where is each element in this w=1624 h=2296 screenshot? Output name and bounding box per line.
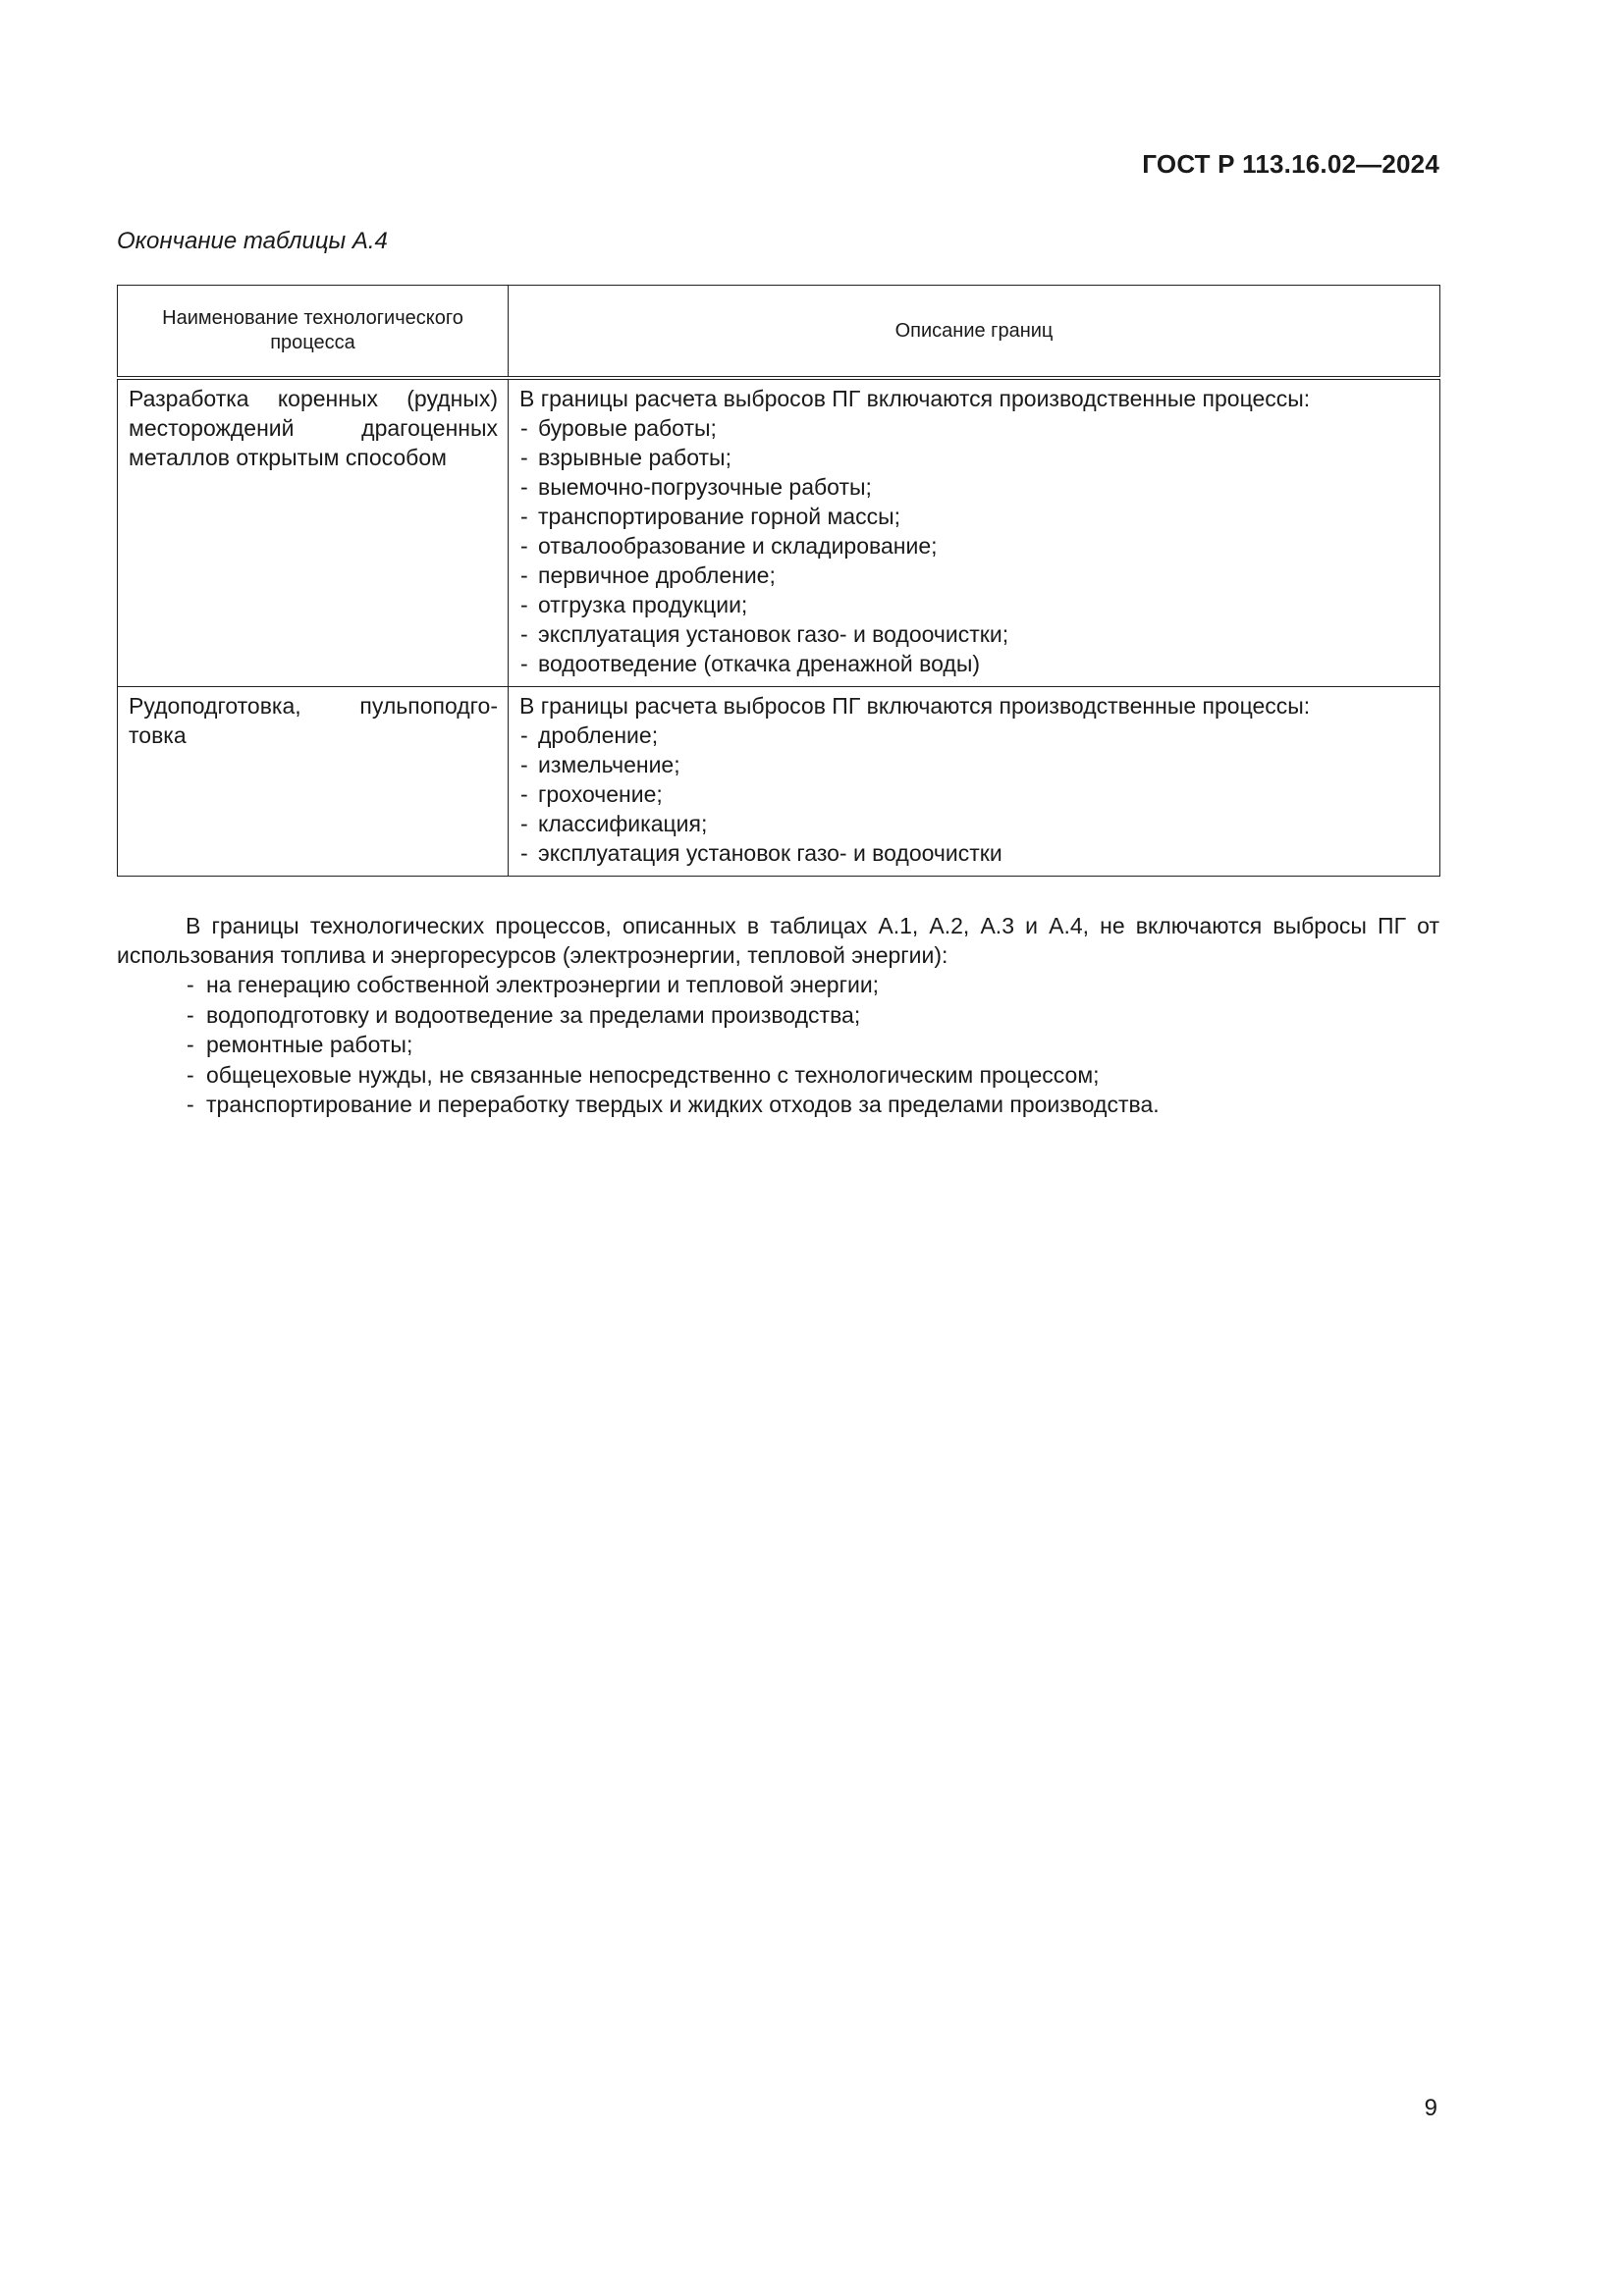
boundary-description-cell xyxy=(509,378,1440,687)
process-list-item: - взрывные работы; xyxy=(519,443,1430,472)
exclusions-list-item: - транспортирование и переработку твердых и жидких отходов за пределами производства. xyxy=(186,1090,1364,1120)
boundary-intro: В границы расчета выбросов ПГ включаются производственные процессы: xyxy=(519,693,1311,719)
column-header-process-name-text: Наименование технологического процесса xyxy=(162,307,463,353)
table-row xyxy=(118,378,1440,687)
exclusions-list-item: - ремонтные работы; xyxy=(186,1030,1364,1060)
table-row xyxy=(118,687,1440,877)
process-list-item: - отвалообразование и складирование; xyxy=(519,531,1430,561)
process-list xyxy=(519,721,1430,868)
exclusions-paragraph: В границы технологических процессов, описанных в таблицах А.1, А.2, А.3 и А.4, не включаются выбросы ПГ от использования топлива и энергоресурсов (электроэнергии, тепловой энергии): xyxy=(117,913,1439,968)
process-name-cell xyxy=(118,687,509,877)
process-name: Разработка коренных (рудных) месторождений драгоценных металлов открытым способом xyxy=(129,386,498,470)
boundary-description-cell xyxy=(509,687,1440,877)
process-list-item: - первичное дробление; xyxy=(519,561,1430,590)
document-code: ГОСТ Р 113.16.02—2024 xyxy=(1142,149,1439,179)
exclusions-list xyxy=(186,970,1364,1120)
process-name-cell xyxy=(118,378,509,687)
process-list-item: - отгрузка продукции; xyxy=(519,590,1430,619)
process-list-item: - эксплуатация установок газо- и водоочистки; xyxy=(519,619,1430,649)
boundary-intro: В границы расчета выбросов ПГ включаются производственные процессы: xyxy=(519,386,1311,411)
exclusions-list-item: - на генерацию собственной электроэнергии и тепловой энергии; xyxy=(186,970,1364,1000)
process-list-item: - водоотведение (откачка дренажной воды) xyxy=(519,649,1430,678)
exclusions-list-item: - водоподготовку и водоотведение за пределами производства; xyxy=(186,1000,1364,1031)
process-boundaries-table xyxy=(117,285,1440,877)
column-header-process-name xyxy=(118,286,509,379)
process-list-item: - эксплуатация установок газо- и водоочистки xyxy=(519,838,1430,868)
column-header-boundary-description xyxy=(509,286,1440,379)
table-header-row xyxy=(118,286,1440,379)
page-number: 9 xyxy=(1424,2095,1437,2121)
column-header-boundary-description-text: Описание границ xyxy=(894,319,1054,342)
exclusions-list-item: - общецеховые нужды, не связанные непосредственно с технологическим процессом; xyxy=(186,1060,1364,1091)
process-list-item: - измельчение; xyxy=(519,750,1430,779)
process-list-item: - выемочно-погрузочные работы; xyxy=(519,472,1430,502)
table-caption: Окончание таблицы А.4 xyxy=(117,228,388,254)
process-list-item: - классификация; xyxy=(519,809,1430,838)
process-list-item: - буровые работы; xyxy=(519,413,1430,443)
process-name: Рудоподготовка, пульпоподго-товка xyxy=(129,693,498,748)
process-list-item: - транспортирование горной массы; xyxy=(519,502,1430,531)
process-list xyxy=(519,413,1430,678)
process-list-item: - грохочение; xyxy=(519,779,1430,809)
process-list-item: - дробление; xyxy=(519,721,1430,750)
